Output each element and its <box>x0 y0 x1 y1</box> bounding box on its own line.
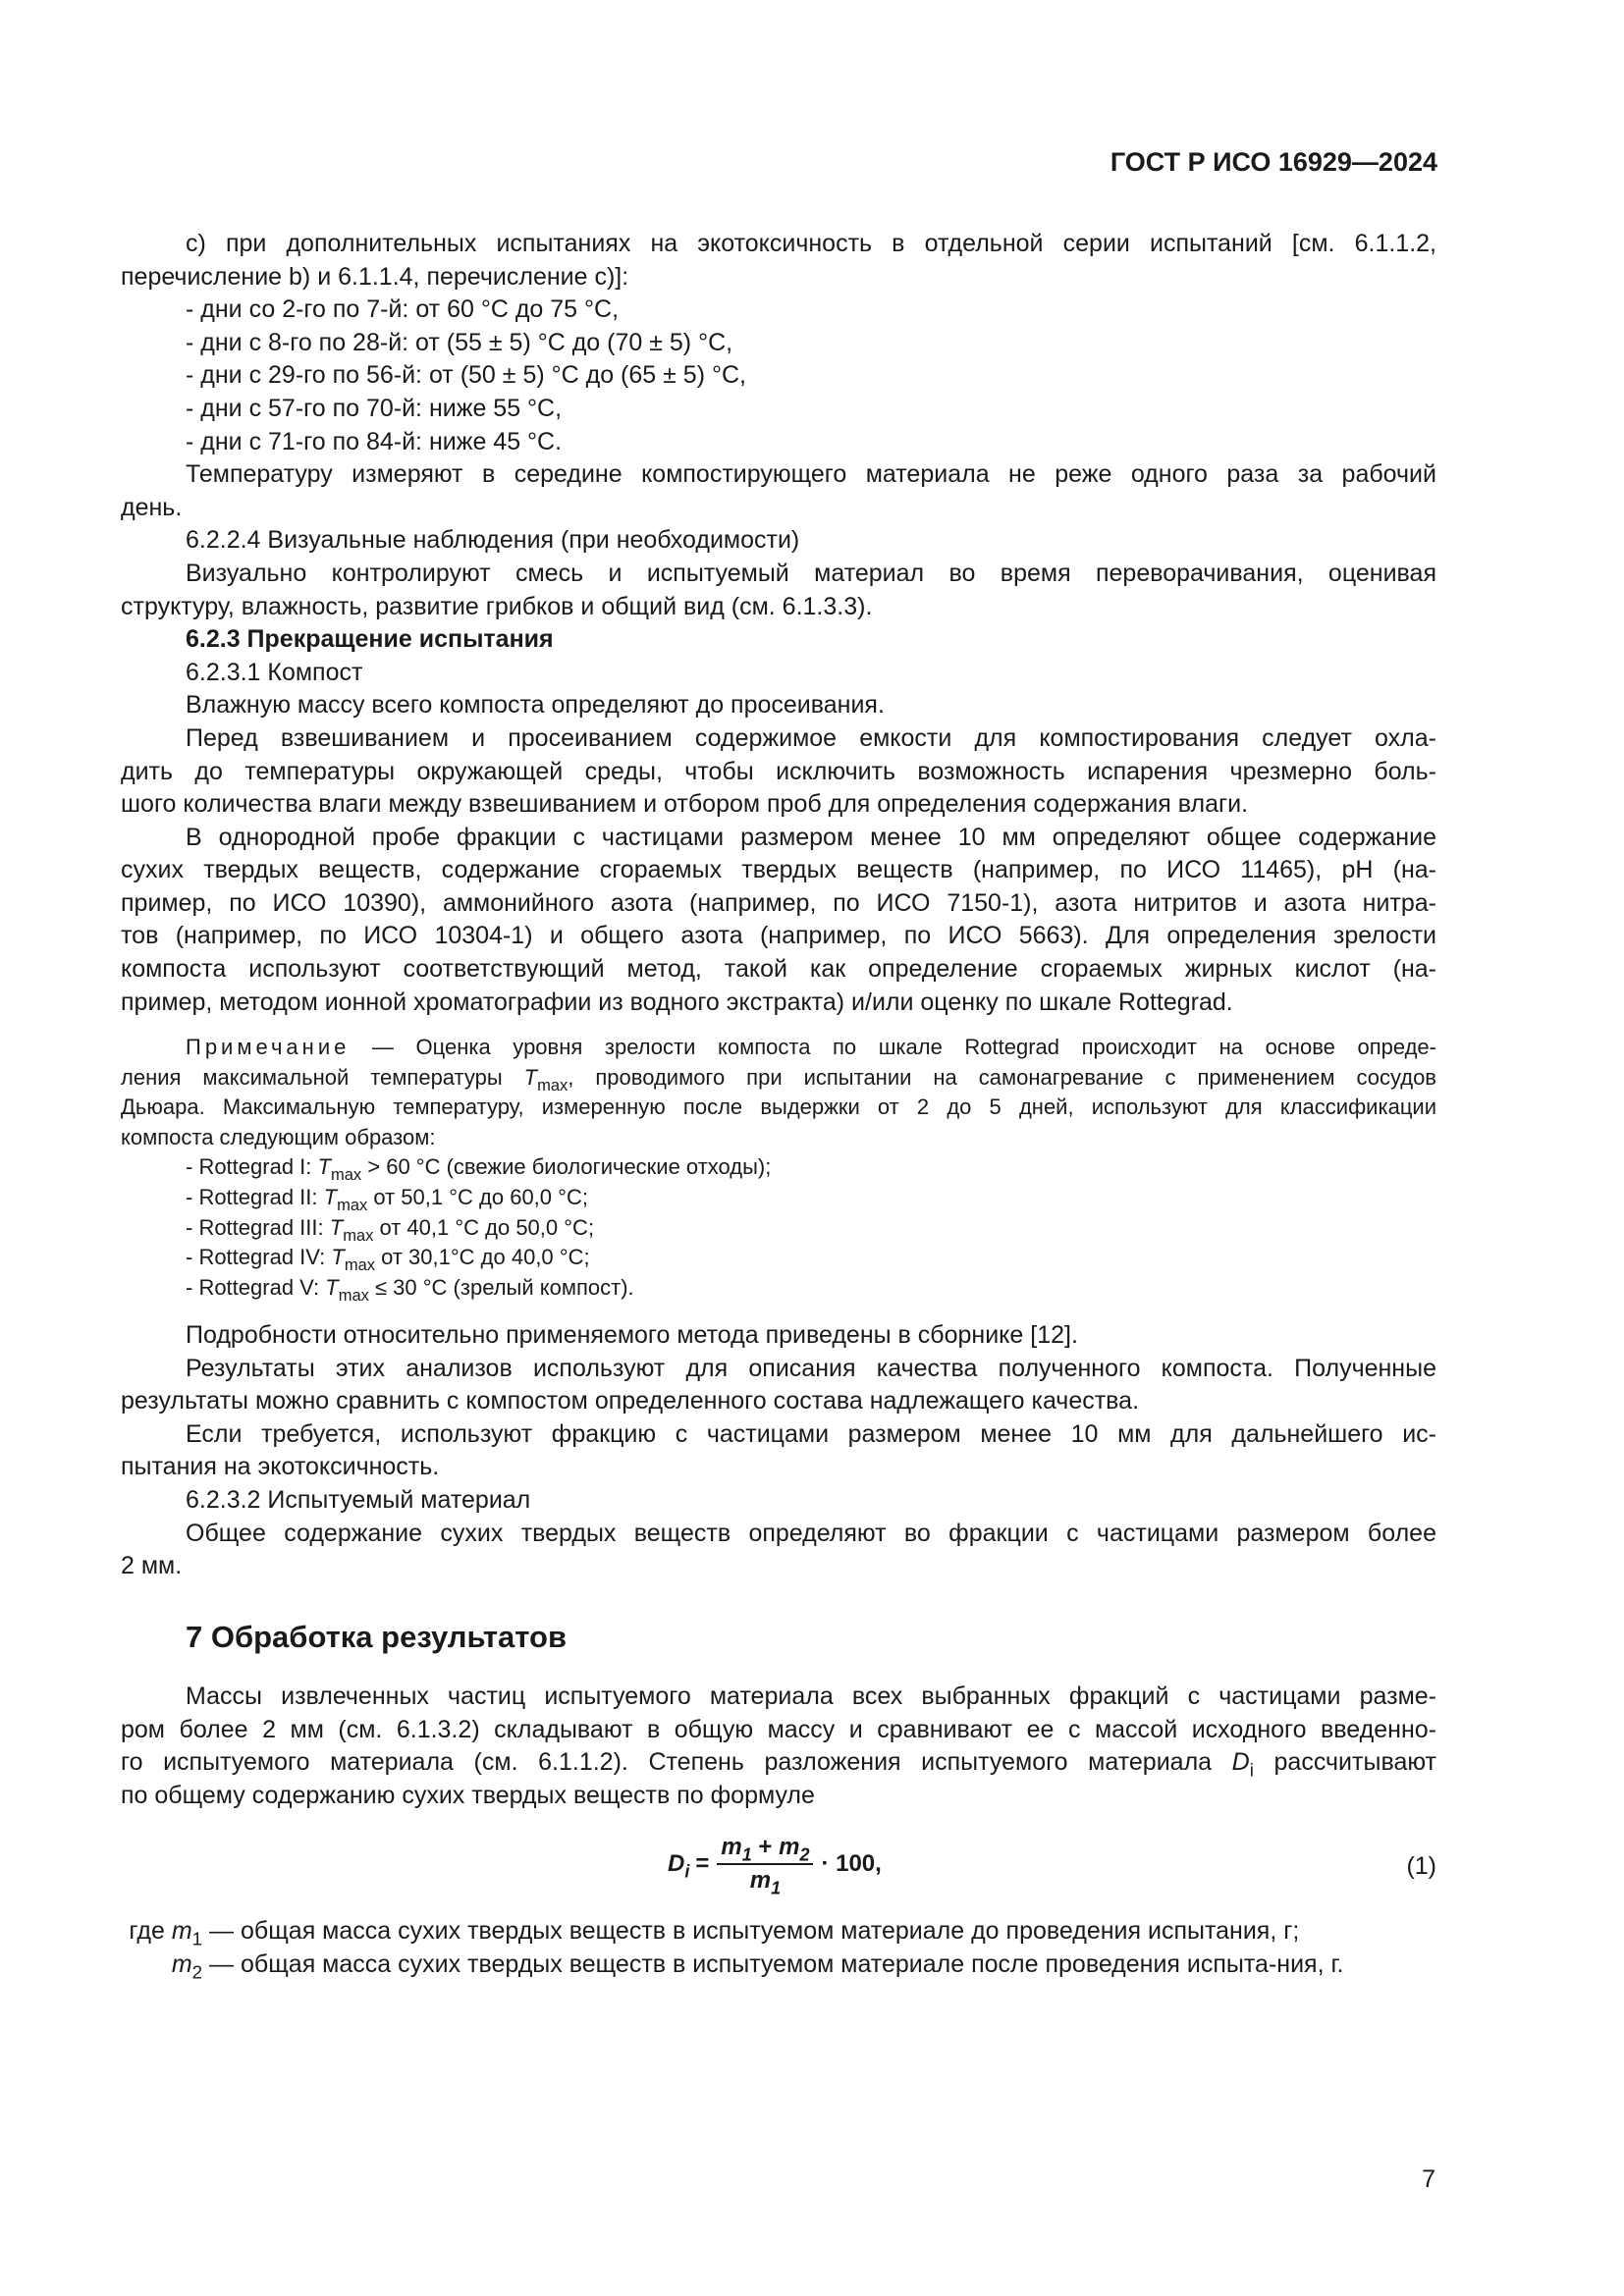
text-line <box>121 1780 1436 1813</box>
text-line <box>121 426 1436 459</box>
math-symbol <box>325 1274 369 1305</box>
text-line <box>121 327 1436 360</box>
text-run: Температуру измеряют в середине компостирующего материала не реже одного раза за рабочий <box>186 460 1436 489</box>
text-run: компоста используют соответствующий метод, такой как определение сгораемых жирных кислот (на- <box>121 955 1436 984</box>
text-line <box>121 1518 1436 1551</box>
text-run: - Rottegrad IV: <box>186 1245 332 1270</box>
text-run: шого количества влаги между взвешиванием и отбором проб для определения содержания влаги. <box>121 790 1249 819</box>
num-m1-sub: 1 <box>741 1844 752 1865</box>
math-subscript: max <box>537 1076 568 1095</box>
math-italic: T <box>325 1274 339 1300</box>
math-italic: T <box>331 1245 345 1270</box>
math-symbol <box>323 1184 368 1214</box>
formula-lhs <box>668 1850 690 1882</box>
section-a <box>121 228 1436 1019</box>
text-run: ром более 2 мм (см. 6.1.3.2) складывают в общую массу и сравнивают ее с массой исходного введенно- <box>121 1715 1436 1743</box>
text-run: тов (например, по ИСО 10304-1) и общего азота (например, по ИСО 5663). Для определения зрелости <box>121 922 1436 950</box>
text-run: Результаты этих анализов используют для описания качества полученного компоста. Полученные <box>186 1354 1436 1382</box>
text-run: 6.2.3.1 Компост <box>186 658 363 686</box>
text-line <box>121 1093 1436 1123</box>
math-symbol <box>1231 1748 1254 1781</box>
math-italic: T <box>323 1184 338 1209</box>
formula-lhs-symbol: D <box>668 1850 685 1877</box>
text-line <box>121 788 1436 822</box>
num-m2: m <box>779 1834 800 1860</box>
text-line <box>121 524 1436 558</box>
text-run: день. <box>121 493 183 521</box>
section-b <box>121 1319 1436 1583</box>
num-m2-sub: 2 <box>799 1844 810 1865</box>
text-line <box>121 623 1436 657</box>
text-line <box>121 1451 1436 1484</box>
text-line <box>121 822 1436 855</box>
text-run: 6.2.3.2 Испытуемый материал <box>186 1485 531 1514</box>
text-run: - Rottegrad III: <box>186 1214 330 1240</box>
text-line <box>121 1418 1436 1452</box>
text-line <box>121 591 1436 624</box>
math-italic: D <box>1231 1748 1250 1777</box>
num-plus: + <box>751 1834 780 1860</box>
text-run: сухих твердых веществ, содержание сгораемых твердых веществ (например, по ИСО 11465), pH (на- <box>121 856 1436 884</box>
formula-tail: · 100, <box>821 1850 882 1877</box>
text-run: > 60 °C (свежие биологические отходы); <box>361 1154 772 1180</box>
text-line <box>121 228 1436 261</box>
math-subscript: max <box>343 1226 374 1245</box>
text-line <box>121 1385 1436 1418</box>
text-line <box>121 1213 1436 1244</box>
text-run: Если требуется, используют фракцию с частицами размером менее 10 мм для дальнейшего ис- <box>186 1419 1436 1448</box>
math-italic: T <box>523 1064 538 1090</box>
text-run: от 30,1°C до 40,0 °C; <box>375 1245 590 1270</box>
text-run: перечисление b) и 6.1.1.4, перечисление c)]: <box>121 262 629 291</box>
math-symbol <box>331 1245 375 1274</box>
text-run: ≤ 30 °C (зрелый компост). <box>368 1274 634 1300</box>
section-7-heading: 7 Обработка результатов <box>186 1620 568 1654</box>
text-line <box>121 1273 1436 1304</box>
text-run: Перед взвешиванием и просеиванием содержимое емкости для компостирования следует охла- <box>186 723 1436 752</box>
formula-fraction <box>717 1834 813 1898</box>
text-line <box>121 1243 1436 1273</box>
text-run: Общее содержание сухих твердых веществ определяют во фракции с частицами размером более <box>186 1519 1436 1547</box>
math-symbol <box>329 1214 374 1245</box>
text-run: от 50,1 °C до 60,0 °C; <box>367 1184 588 1209</box>
text-line <box>121 1550 1436 1583</box>
formula-equals: = <box>695 1850 710 1877</box>
text-run: структуру, влажность, развитие грибков и общий вид (см. 6.1.3.3). <box>121 592 873 620</box>
text-run: - Rottegrad V: <box>186 1274 326 1300</box>
math-italic: T <box>317 1154 331 1180</box>
text-run: - дни с 57-го по 70-й: ниже 55 °C, <box>186 394 563 422</box>
text-line <box>121 1183 1436 1213</box>
text-run: , проводимого при испытании на самонагревание с применением сосудов <box>568 1064 1436 1090</box>
text-run: от 40,1 °C до 50,0 °C; <box>373 1214 595 1240</box>
definition-text: общая масса сухих твердых веществ в испытуемом материале после проведения испыта-ния, г. <box>241 1950 1344 1978</box>
note <box>121 1033 1436 1303</box>
text-run: Визуально контролируют смесь и испытуемый материал во время переворачивания, оценивая <box>186 559 1436 587</box>
math-symbol <box>317 1154 362 1185</box>
equation-number: (1) <box>1406 1852 1436 1880</box>
text-run: - дни с 71-го по 84-й: ниже 45 °C. <box>186 427 563 455</box>
den-m1-sub: 1 <box>771 1878 782 1898</box>
text-line <box>121 689 1436 722</box>
math-subscript: max <box>338 1286 369 1305</box>
num-m1: m <box>721 1834 742 1860</box>
text-run: Массы извлеченных частиц испытуемого материала всех выбранных фракций с частицами разме- <box>186 1682 1436 1710</box>
math-subscript: i <box>1249 1759 1254 1781</box>
formula-lhs-sub: i <box>684 1861 690 1882</box>
text-line <box>121 1319 1436 1353</box>
math-italic: T <box>329 1214 344 1240</box>
text-run: результаты можно сравнить с компостом определенного состава надлежащего качества. <box>121 1387 1140 1415</box>
def-dash: — <box>202 1917 241 1945</box>
text-line <box>121 722 1436 756</box>
text-run: — Оценка уровня зрелости компоста по шкале Rottegrad происходит на основе опреде- <box>350 1035 1436 1059</box>
text-line <box>121 1353 1436 1386</box>
text-line <box>121 261 1436 294</box>
def-sym: m <box>171 1917 192 1945</box>
text-line <box>121 458 1436 492</box>
note-label: Примечание <box>186 1035 351 1059</box>
text-run: - дни со 2-го по 7-й: от 60 °C до 75 °C, <box>186 295 620 324</box>
text-line <box>121 1746 1436 1780</box>
text-run: го испытуемого материала (см. 6.1.1.2). Степень разложения испытуемого материала <box>121 1748 1232 1777</box>
definition-symbol <box>121 1948 241 1981</box>
text-run: c) при дополнительных испытаниях на экотоксичность в отдельной серии испытаний [см. 6.1.1.2, <box>186 230 1436 257</box>
text-run: Дьюара. Максимальную температуру, измеренную после выдержки от 2 до 5 дней, используют для классификации <box>121 1095 1436 1120</box>
text-line <box>121 294 1436 327</box>
text-line <box>121 756 1436 789</box>
text-line <box>121 492 1436 525</box>
text-run: по общему содержанию сухих твердых веществ по формуле <box>121 1781 815 1809</box>
text-line <box>121 1063 1436 1094</box>
text-line <box>121 1152 1436 1183</box>
text-line <box>121 558 1436 591</box>
text-run: дить до температуры окружающей среды, чтобы исключить возможность испарения чрезмерно боль- <box>121 757 1436 785</box>
text-line <box>121 359 1436 393</box>
den-m1: m <box>749 1867 772 1894</box>
text-run: Подробности относительно применяемого метода приведены в сборнике [12]. <box>186 1321 1078 1349</box>
formula-denominator <box>749 1865 782 1898</box>
math-symbol <box>523 1064 568 1095</box>
page-number: 7 <box>1422 2165 1435 2193</box>
text-run: пытания на экотоксичность. <box>121 1453 440 1481</box>
definition-m2 <box>121 1948 1436 1981</box>
def-sub: 2 <box>191 1961 203 1983</box>
definition-m1 <box>121 1914 1436 1948</box>
text-line <box>121 393 1436 426</box>
math-subscript: max <box>330 1166 362 1185</box>
definition-symbol <box>121 1914 241 1948</box>
def-sym: m <box>171 1950 192 1978</box>
formula-numerator <box>717 1834 813 1865</box>
text-line <box>121 920 1436 953</box>
text-line <box>121 1714 1436 1747</box>
def-dash: — <box>202 1950 241 1978</box>
text-run: - дни с 29-го по 56-й: от (50 ± 5) °C до (65 ± 5) °C, <box>186 361 746 390</box>
text-run: рассчитывают <box>1253 1748 1437 1777</box>
text-line <box>121 887 1436 921</box>
text-run: - Rottegrad I: <box>186 1154 318 1180</box>
definitions <box>121 1914 1436 1981</box>
text-line <box>121 1123 1436 1153</box>
text-run: Влажную массу всего компоста определяют до просеивания. <box>186 691 885 720</box>
def-sub: 1 <box>191 1928 203 1949</box>
definition-text: общая масса сухих твердых веществ в испытуемом материале до проведения испытания, г; <box>241 1917 1300 1945</box>
text-line <box>121 1681 1436 1714</box>
text-run: 2 мм. <box>121 1552 183 1580</box>
text-run: пример, методом ионной хроматографии из водного экстракта) и/или оценку по шкале Rottegrad. <box>121 988 1233 1016</box>
text-run: ления максимальной температуры <box>121 1064 524 1090</box>
text-line <box>121 854 1436 887</box>
math-subscript: max <box>344 1255 375 1274</box>
text-run: 6.2.2.4 Визуальные наблюдения (при необходимости) <box>186 526 800 555</box>
text-run: компоста следующим образом: <box>121 1124 436 1149</box>
text-run: В однородной пробе фракции с частицами размером менее 10 мм определяют общее содержание <box>186 823 1436 851</box>
text-run: 6.2.3 Прекращение испытания <box>186 625 554 654</box>
text-run: - дни с 8-го по 28-й: от (55 ± 5) °C до (70 ± 5) °C, <box>186 328 733 356</box>
math-subscript: max <box>337 1196 368 1214</box>
text-run: пример, по ИСО 10390), аммонийного азота (например, по ИСО 7150-1), азота нитритов и азота нитра- <box>121 888 1436 917</box>
text-line <box>121 1033 1436 1063</box>
section-7-text <box>121 1681 1436 1812</box>
text-run: - Rottegrad II: <box>186 1184 324 1209</box>
document-designation: ГОСТ Р ИСО 16929—2024 <box>1110 147 1437 177</box>
formula-1 <box>668 1834 882 1898</box>
text-line <box>121 987 1436 1020</box>
text-line <box>121 953 1436 987</box>
text-line <box>121 657 1436 690</box>
text-line <box>121 1484 1436 1518</box>
def-prefix: где <box>129 1917 172 1945</box>
